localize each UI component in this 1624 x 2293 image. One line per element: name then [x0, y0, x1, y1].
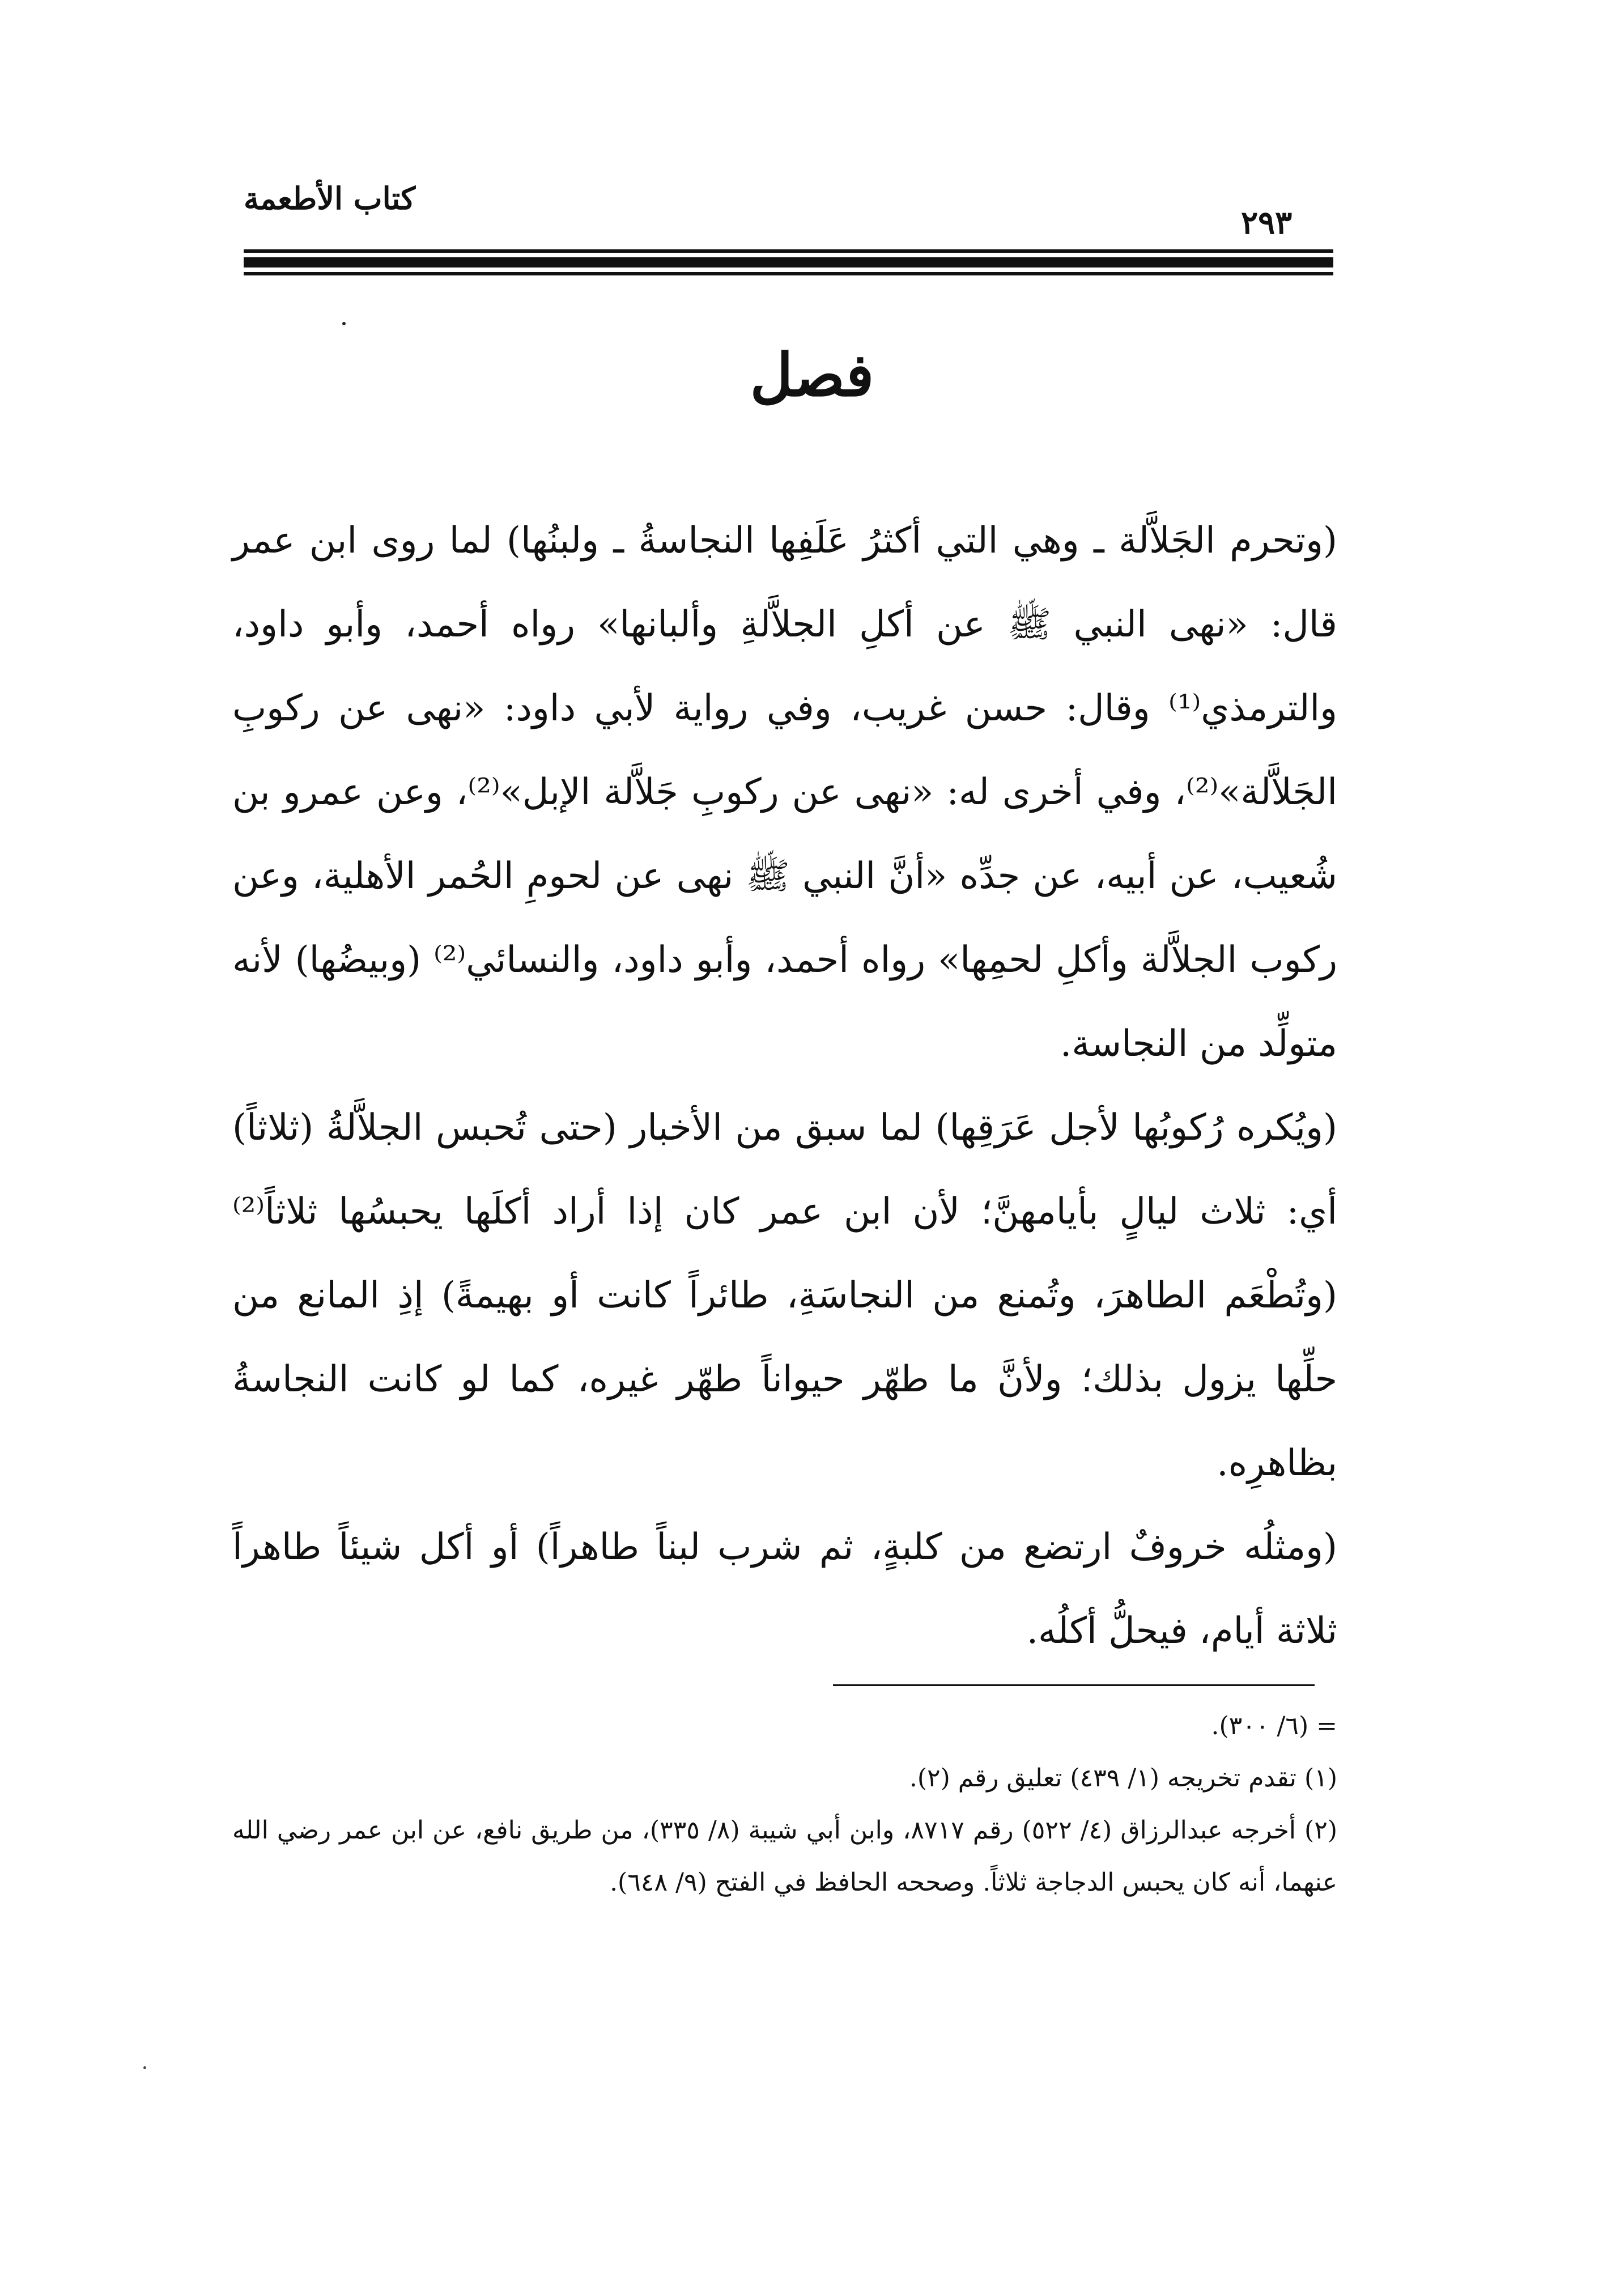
running-header-title: كتاب الأطعمة [244, 180, 416, 216]
scan-speck [342, 322, 346, 325]
footnote-separator [833, 1684, 1315, 1686]
footnote-1: (١) تقدم تخريجه (١/ ٤٣٩) تعليق رقم (٢). [909, 1764, 1337, 1793]
main-text [232, 499, 1337, 1673]
paragraph-3: (ومثلُه خروفٌ ارتضع من كلبةٍ، ثم شرب لبناً طاهراً) أو أكل شيئاً طاهراً ثلاثة أيام، فيحلُّ أكلُه. [232, 1526, 1338, 1652]
header-rule-top [244, 249, 1333, 253]
section-heading: فصل [750, 340, 874, 410]
footnote-continuation: = (٦/ ٣٠٠). [1211, 1712, 1337, 1740]
paragraph-2: (ويُكره رُكوبُها لأجل عَرَقِها) لما سبق من الأخبار (حتى تُحبس الجلاَّلةُ (ثلاثاً) أي: ثلاث ليالٍ بأيامهنَّ؛ لأن ابن عمر كان إذا أراد أكلَها يحبسُها ثلاثاً⁽²⁾ (وتُطْعَم الطاهرَ، وتُمنع من النجاسَةِ، طائراً كانت أو بهيمةً) إذِ المانع من حلِّها يزول بذلك؛ ولأنَّ ما طهّر حيواناً طهّر غيره، كما لو كانت النجاسةُ بظاهرِه. [232, 1107, 1338, 1484]
scan-speck [143, 2066, 146, 2069]
header-rule-middle [244, 257, 1333, 267]
paragraph-1: (وتحرم الجَلاَّلة ـ وهي التي أكثرُ عَلَفِها النجاسةُ ـ ولبنُها) لما روى ابن عمر قال: «نهى النبي ﷺ عن أكلِ الجلاَّلةِ وألبانها» رواه أحمد، وأبو داود، والترمذي⁽¹⁾ وقال: حسن غريب، وفي رواية لأبي داود: «نهى عن ركوبِ الجَلاَّلة»⁽²⁾، وفي أخرى له: «نهى عن ركوبِ جَلاَّلة الإبل»⁽²⁾، وعن عمرو بن شُعيب، عن أبيه، عن جدِّه «أنَّ النبي ﷺ نهى عن لحومِ الحُمر الأهلية، وعن ركوب الجلاَّلة وأكلِ لحمِها» رواه أحمد، وأبو داود، والنسائي⁽²⁾ (وبيضُها) لأنه متولِّد من النجاسة. [232, 520, 1338, 1065]
page-number: ٢٩٣ [1241, 204, 1293, 241]
footnotes [232, 1700, 1337, 1909]
footnote-2: (٢) أخرجه عبدالرزاق (٤/ ٥٢٢) رقم ٨٧١٧، وابن أبي شيبة (٨/ ٣٣٥)، من طريق نافع، عن ابن عمر رضي الله عنهما، أنه كان يحبس الدجاجة ثلاثاً. وصححه الحافظ في الفتح (٩/ ٦٤٨). [232, 1816, 1338, 1897]
header-rule-bottom [244, 272, 1333, 275]
